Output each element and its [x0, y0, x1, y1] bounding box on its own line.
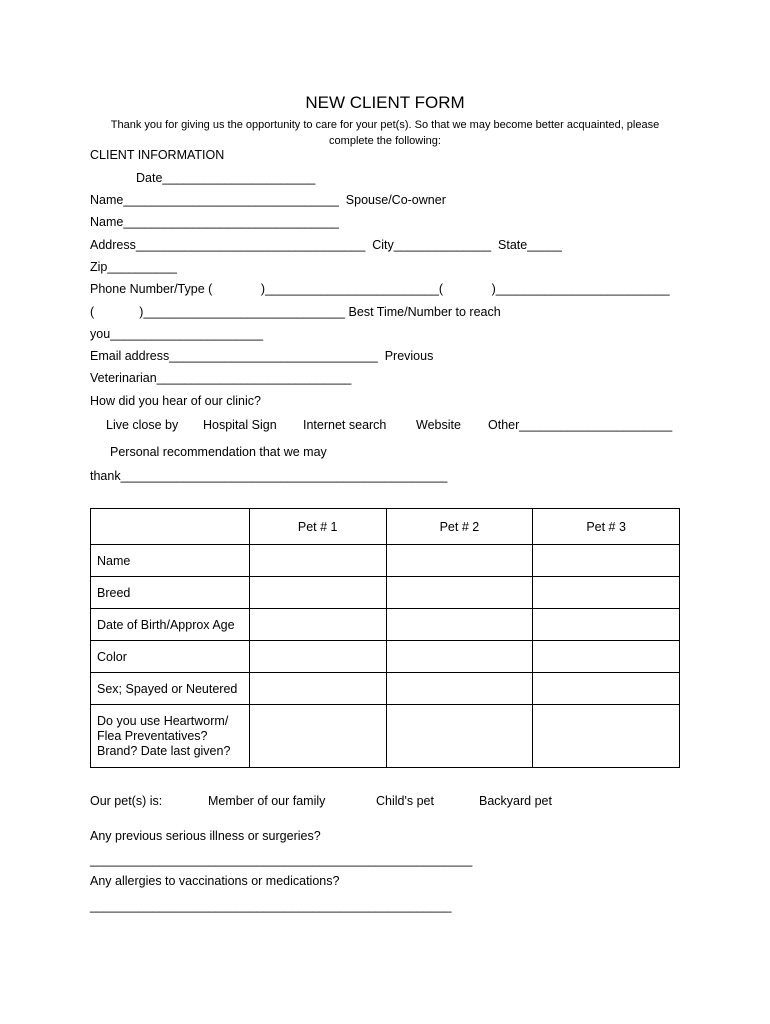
illness-question: Any previous serious illness or surgeries?	[90, 829, 321, 843]
name-field[interactable]: Name_______________________________ Spouse/Co-owner	[90, 193, 446, 207]
date-field[interactable]: Date______________________	[136, 171, 316, 185]
pet-3-preventatives-cell[interactable]	[533, 705, 680, 768]
allergy-question: Any allergies to vaccinations or medications?	[90, 874, 340, 888]
illness-field[interactable]: _______________________________________________________	[90, 853, 473, 867]
referral-option-website[interactable]: Website	[416, 418, 461, 432]
pet-3-sex-cell[interactable]	[533, 673, 680, 705]
referral-option-personal[interactable]: Personal recommendation that we may	[110, 445, 327, 459]
intro-line-2: complete the following:	[329, 135, 441, 147]
our-pets-label: Our pet(s) is:	[90, 794, 163, 808]
table-row	[91, 577, 680, 609]
table-row	[91, 545, 680, 577]
pet-1-breed-cell[interactable]	[249, 577, 386, 609]
pet-1-birth-cell[interactable]	[249, 609, 386, 641]
table-row	[91, 641, 680, 673]
pet-1-preventatives-cell[interactable]	[249, 705, 386, 768]
pet-option-backyard[interactable]: Backyard pet	[479, 794, 552, 808]
pet-option-family[interactable]: Member of our family	[208, 794, 326, 808]
intro-line-1: Thank you for giving us the opportunity to care for your pet(s). So that we may become better acquainted, please	[110, 119, 660, 131]
co-owner-name-field[interactable]: Name_______________________________	[90, 215, 339, 229]
row-label-name: Name	[91, 545, 250, 577]
page-title: NEW CLIENT FORM	[305, 93, 465, 112]
row-label-birth: Date of Birth/Approx Age	[91, 609, 250, 641]
phone-field[interactable]: Phone Number/Type ( )_________________________( )_________________________	[90, 282, 670, 296]
referral-option-hospital-sign[interactable]: Hospital Sign	[203, 418, 277, 432]
allergy-field[interactable]: ____________________________________________________	[90, 899, 452, 913]
referral-option-other[interactable]: Other______________________	[488, 418, 673, 432]
email-field[interactable]: Email address______________________________ Previous	[90, 349, 434, 363]
table-row	[91, 609, 680, 641]
row-label-sex: Sex; Spayed or Neutered	[91, 673, 250, 705]
pet-1-sex-cell[interactable]	[249, 673, 386, 705]
row-label-color: Color	[91, 641, 250, 673]
table-header-pet-3: Pet # 3	[533, 509, 680, 545]
pet-2-birth-cell[interactable]	[386, 609, 533, 641]
pet-3-name-cell[interactable]	[533, 545, 680, 577]
referral-option-live-close[interactable]: Live close by	[106, 418, 179, 432]
table-header-row	[91, 509, 680, 545]
previous-vet-field[interactable]: Veterinarian____________________________	[90, 371, 352, 385]
zip-field[interactable]: Zip__________	[90, 260, 177, 274]
address-field[interactable]: Address_________________________________ City______________ State_____	[90, 238, 562, 252]
row-label-preventatives: Do you use Heartworm/ Flea Preventatives? Brand? Date last given?	[91, 705, 250, 768]
table-header-pet-2: Pet # 2	[386, 509, 533, 545]
pet-2-name-cell[interactable]	[386, 545, 533, 577]
section-client-information: CLIENT INFORMATION	[90, 148, 225, 162]
row-label-breed: Breed	[91, 577, 250, 609]
pet-3-color-cell[interactable]	[533, 641, 680, 673]
pet-3-breed-cell[interactable]	[533, 577, 680, 609]
pet-2-color-cell[interactable]	[386, 641, 533, 673]
table-row	[91, 673, 680, 705]
pet-1-name-cell[interactable]	[249, 545, 386, 577]
pet-2-preventatives-cell[interactable]	[386, 705, 533, 768]
pet-info-table	[90, 508, 680, 768]
intro-text	[95, 117, 675, 149]
referral-question: How did you hear of our clinic?	[90, 394, 261, 408]
table-header-pet-1: Pet # 1	[249, 509, 386, 545]
pet-2-breed-cell[interactable]	[386, 577, 533, 609]
phone-2-field[interactable]: ( )_____________________________ Best Time/Number to reach	[90, 305, 501, 319]
pet-1-color-cell[interactable]	[249, 641, 386, 673]
pet-2-sex-cell[interactable]	[386, 673, 533, 705]
thank-field[interactable]: thank_______________________________________________	[90, 469, 448, 483]
pet-3-birth-cell[interactable]	[533, 609, 680, 641]
best-time-field[interactable]: you______________________	[90, 327, 264, 341]
pet-option-child[interactable]: Child's pet	[376, 794, 434, 808]
referral-option-internet[interactable]: Internet search	[303, 418, 387, 432]
table-header-blank	[91, 509, 250, 545]
table-row	[91, 705, 680, 768]
